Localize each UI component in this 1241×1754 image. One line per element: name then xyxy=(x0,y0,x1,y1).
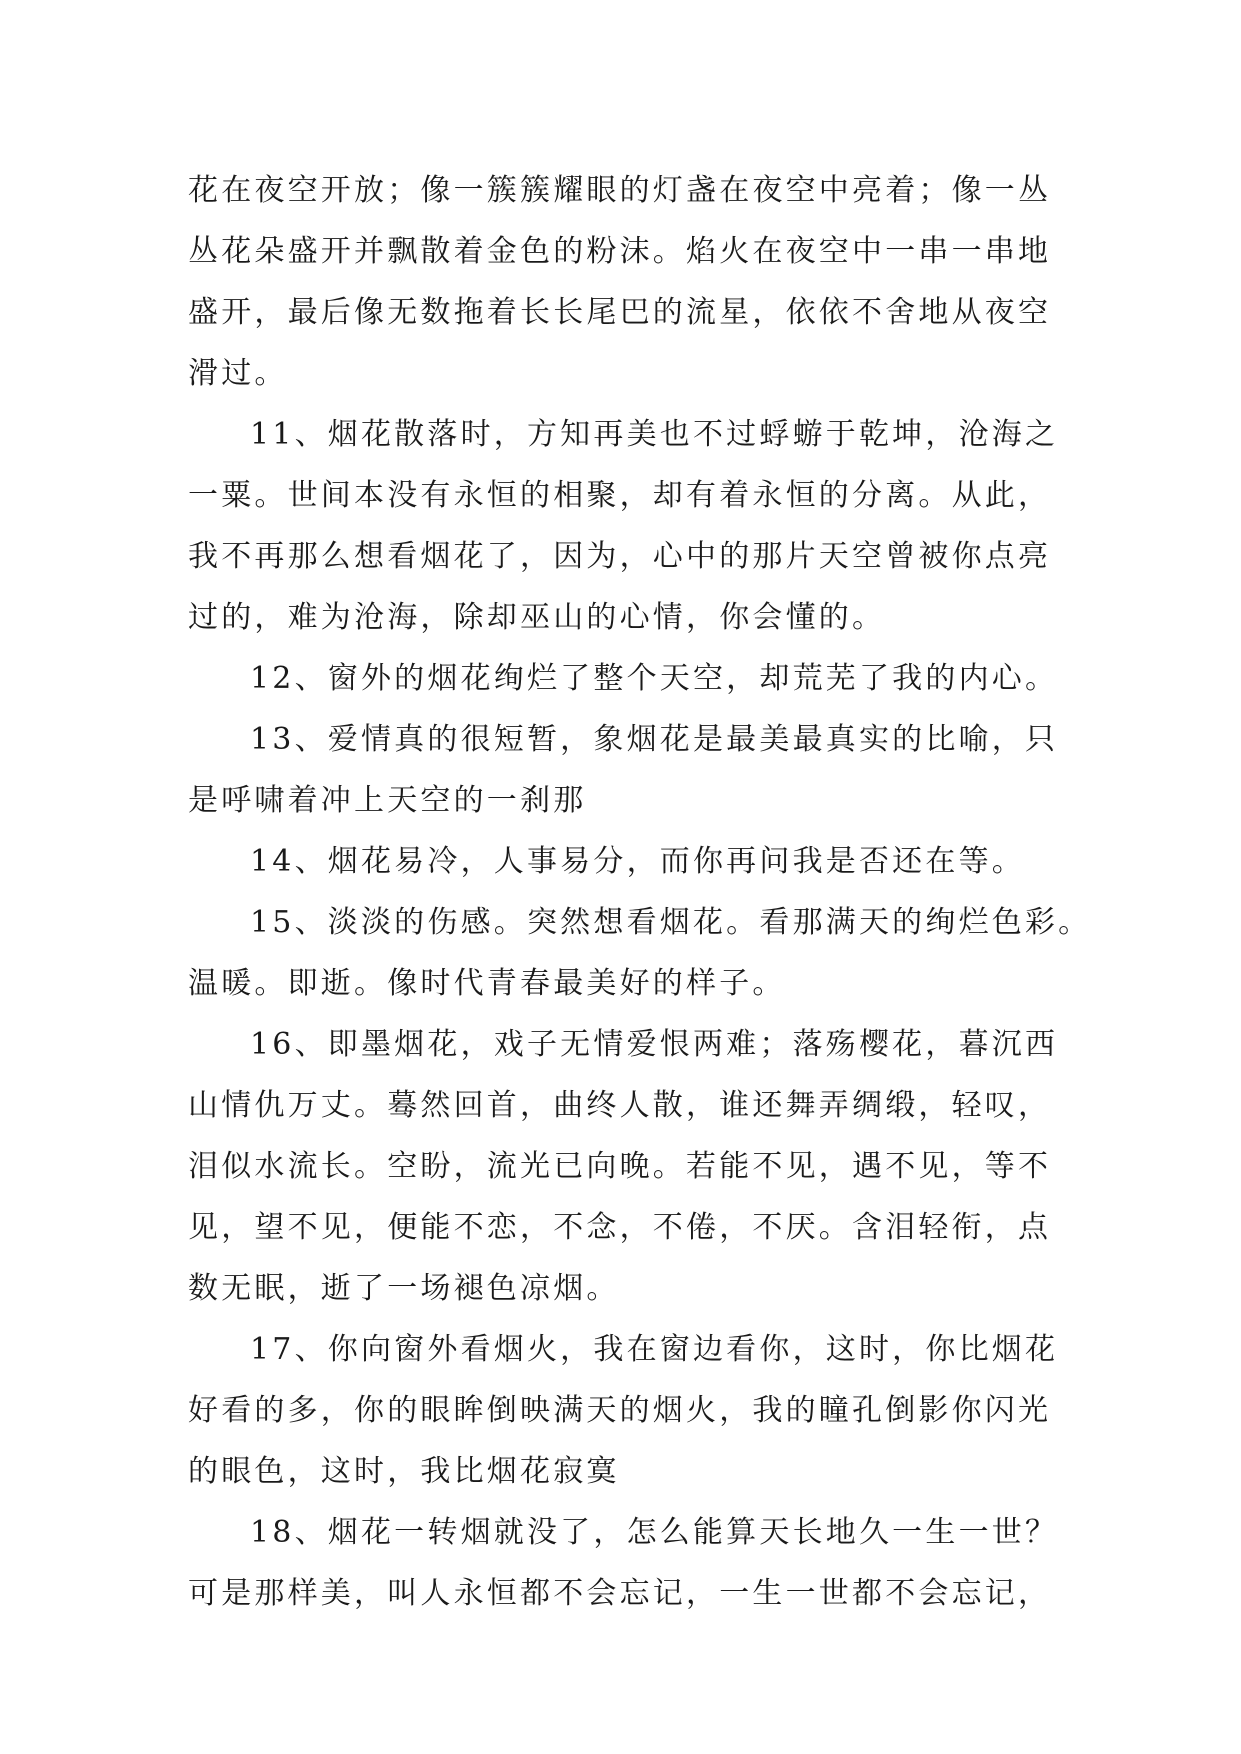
text-line: 花在夜空开放；像一簇簇耀眼的灯盏在夜空中亮着；像一丛 xyxy=(188,173,1052,208)
text-line: 泪似水流长。空盼，流光已向晚。若能不见，遇不见，等不 xyxy=(188,1149,1052,1184)
text-line: 好看的多，你的眼眸倒映满天的烟火，我的瞳孔倒影你闪光 xyxy=(188,1393,1052,1428)
text-line: 是呼啸着冲上天空的一刹那 xyxy=(188,783,587,818)
text-line: 滑过。 xyxy=(188,356,288,391)
paragraph-18-start: 18、烟花一转烟就没了，怎么能算天长地久一生一世？ xyxy=(250,1515,1059,1550)
text-line: 过的，难为沧海，除却巫山的心情，你会懂的。 xyxy=(188,600,886,635)
paragraph-14-start: 14、烟花易冷，人事易分，而你再问我是否还在等。 xyxy=(250,844,1025,879)
paragraph-15-start: 15、淡淡的伤感。突然想看烟花。看那满天的绚烂色彩。 xyxy=(250,905,1092,940)
paragraph-17-start: 17、你向窗外看烟火，我在窗边看你，这时，你比烟花 xyxy=(250,1332,1059,1367)
text-line: 可是那样美，叫人永恒都不会忘记，一生一世都不会忘记， xyxy=(188,1576,1052,1611)
text-line: 山情仇万丈。蓦然回首，曲终人散，谁还舞弄绸缎，轻叹， xyxy=(188,1088,1052,1123)
text-line: 盛开，最后像无数拖着长长尾巴的流星，依依不舍地从夜空 xyxy=(188,295,1052,330)
text-line: 见，望不见，便能不恋，不念，不倦，不厌。含泪轻衔，点 xyxy=(188,1210,1052,1245)
text-line: 温暖。即逝。像时代青春最美好的样子。 xyxy=(188,966,786,1001)
text-line: 的眼色，这时，我比烟花寂寞 xyxy=(188,1454,620,1489)
paragraph-12-start: 12、窗外的烟花绚烂了整个天空，却荒芜了我的内心。 xyxy=(250,661,1059,696)
text-line: 我不再那么想看烟花了，因为，心中的那片天空曾被你点亮 xyxy=(188,539,1052,574)
text-line: 数无眠，逝了一场褪色凉烟。 xyxy=(188,1271,620,1306)
document-body xyxy=(188,160,1092,1624)
paragraph-16-start: 16、即墨烟花，戏子无情爱恨两难；落殇樱花，暮沉西 xyxy=(250,1027,1059,1062)
paragraph-11-start: 11、烟花散落时，方知再美也不过蜉蝣于乾坤，沧海之 xyxy=(250,417,1059,452)
paragraph-13-start: 13、爱情真的很短暂，象烟花是最美最真实的比喻，只 xyxy=(250,722,1059,757)
text-line: 丛花朵盛开并飘散着金色的粉沫。焰火在夜空中一串一串地 xyxy=(188,234,1052,269)
text-line: 一粟。世间本没有永恒的相聚，却有着永恒的分离。从此， xyxy=(188,478,1052,513)
